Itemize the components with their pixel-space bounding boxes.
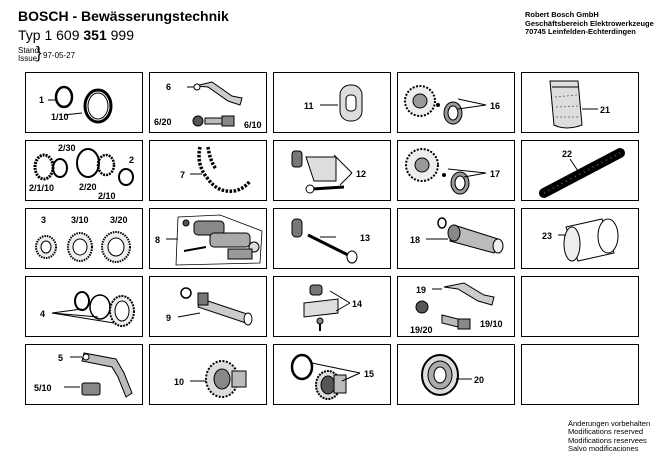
- label: 19: [416, 285, 427, 295]
- spray-tube-drawing: [150, 277, 268, 338]
- gasket-coupler-drawing: [274, 345, 392, 406]
- label: 19/10: [480, 319, 503, 329]
- company-division: Geschäftsbereich Elektrowerkzeuge: [525, 18, 654, 28]
- label: 14: [352, 299, 363, 309]
- sealing-rings-drawing: [26, 141, 144, 202]
- label: 3: [41, 215, 47, 225]
- part-cell-13: [273, 208, 391, 269]
- clip-drawing: [274, 73, 392, 134]
- bead-chain-drawing: [150, 141, 268, 202]
- type-prefix: Typ 1 609: [18, 27, 80, 43]
- modification-notes: [568, 420, 650, 454]
- label: 2/20: [79, 182, 97, 192]
- label: 1: [39, 95, 45, 105]
- nut-rings-drawing: [26, 209, 144, 270]
- label: 10: [174, 377, 185, 387]
- label: 5: [58, 353, 64, 363]
- clip-bolt-drawing: [274, 209, 392, 270]
- part-cell-10: [149, 344, 267, 405]
- label: 6: [166, 82, 172, 92]
- washer-drawing: [26, 73, 144, 134]
- label: 9: [166, 313, 172, 323]
- note-de: Änderungen vorbehalten: [568, 419, 651, 428]
- label: 13: [360, 233, 371, 243]
- label: 19/20: [410, 325, 433, 335]
- part-cell-empty-1: [521, 276, 639, 337]
- part-cell-19: [397, 276, 515, 337]
- label: 4: [40, 309, 46, 319]
- label: 2/30: [58, 143, 76, 153]
- nozzle-cap-drawing: [150, 345, 268, 406]
- ring-set-drawing: [26, 277, 144, 338]
- part-cell-8: [149, 208, 267, 269]
- crank-arm-drawing: [26, 345, 144, 406]
- part-cell-5: [25, 344, 143, 405]
- label: 23: [542, 231, 553, 241]
- part-cell-11: [273, 72, 391, 133]
- label: 7: [180, 170, 186, 180]
- part-cell-20: [397, 344, 515, 405]
- company-name: Robert Bosch GmbH: [525, 10, 599, 19]
- label: 2: [129, 155, 135, 165]
- part-cell-6: [149, 72, 267, 133]
- label: 6/20: [154, 117, 172, 127]
- company-block: [525, 11, 654, 37]
- company-address: 70745 Leinfelden-Echterdingen: [525, 27, 636, 36]
- label: 2/10: [98, 191, 116, 201]
- part-cell-2: [25, 140, 143, 201]
- stand-label: Stand: [18, 46, 39, 55]
- label: 17: [490, 169, 501, 179]
- note-es: Salvo modificaciones: [568, 444, 639, 454]
- document-title: BOSCH - Bewässerungstechnik: [18, 8, 229, 24]
- type-number: [18, 27, 134, 43]
- part-cell-1: [25, 72, 143, 133]
- sleeve-drawing: [522, 209, 640, 270]
- issue-label: Issue: [18, 54, 38, 63]
- part-cell-4: [25, 276, 143, 337]
- part-cell-15: [273, 344, 391, 405]
- gear-drawing: [398, 73, 516, 134]
- label: 8: [155, 235, 161, 245]
- filter-bag-drawing: [522, 73, 640, 134]
- part-cell-12: [273, 140, 391, 201]
- label: 5/10: [34, 383, 52, 393]
- label: 12: [356, 169, 367, 179]
- label: 6/10: [244, 120, 262, 130]
- type-suffix: 999: [110, 27, 134, 43]
- label: 1/10: [51, 112, 69, 122]
- label: 22: [562, 149, 573, 159]
- brace-glyph: }: [36, 43, 42, 62]
- part-cell-3: [25, 208, 143, 269]
- note-fr: Modifications reservees: [568, 435, 647, 445]
- crank-set-drawing: [398, 277, 516, 338]
- mount-clip-drawing: [274, 277, 392, 338]
- label: 2/1/10: [29, 183, 55, 193]
- part-cell-17: [397, 140, 515, 201]
- note-en: Modifications reserved: [568, 427, 644, 437]
- label: 16: [490, 101, 501, 111]
- issue-date: 97-05-27: [43, 51, 76, 60]
- label: 21: [600, 105, 611, 115]
- label: 3/20: [110, 215, 128, 225]
- threaded-cap-drawing: [398, 345, 516, 406]
- part-cell-14: [273, 276, 391, 337]
- part-cell-7: [149, 140, 267, 201]
- label: 3/10: [71, 215, 89, 225]
- part-cell-16: [397, 72, 515, 133]
- part-cell-21: [521, 72, 639, 133]
- label: 18: [410, 235, 421, 245]
- pump-coupling-drawing: [398, 209, 516, 270]
- label: 20: [474, 375, 485, 385]
- part-cell-18: [397, 208, 515, 269]
- part-cell-empty-2: [521, 344, 639, 405]
- valve-assembly-drawing: [150, 209, 268, 270]
- label: 11: [304, 101, 314, 111]
- label: 15: [364, 369, 375, 379]
- part-cell-9: [149, 276, 267, 337]
- part-cell-23: [521, 208, 639, 269]
- gear-set-drawing: [398, 141, 516, 202]
- type-bold: 351: [83, 27, 107, 43]
- bracket-screw-drawing: [274, 141, 392, 202]
- part-cell-22: [521, 140, 639, 201]
- crank-handle-drawing: [150, 73, 268, 134]
- hose-drawing: [522, 141, 640, 202]
